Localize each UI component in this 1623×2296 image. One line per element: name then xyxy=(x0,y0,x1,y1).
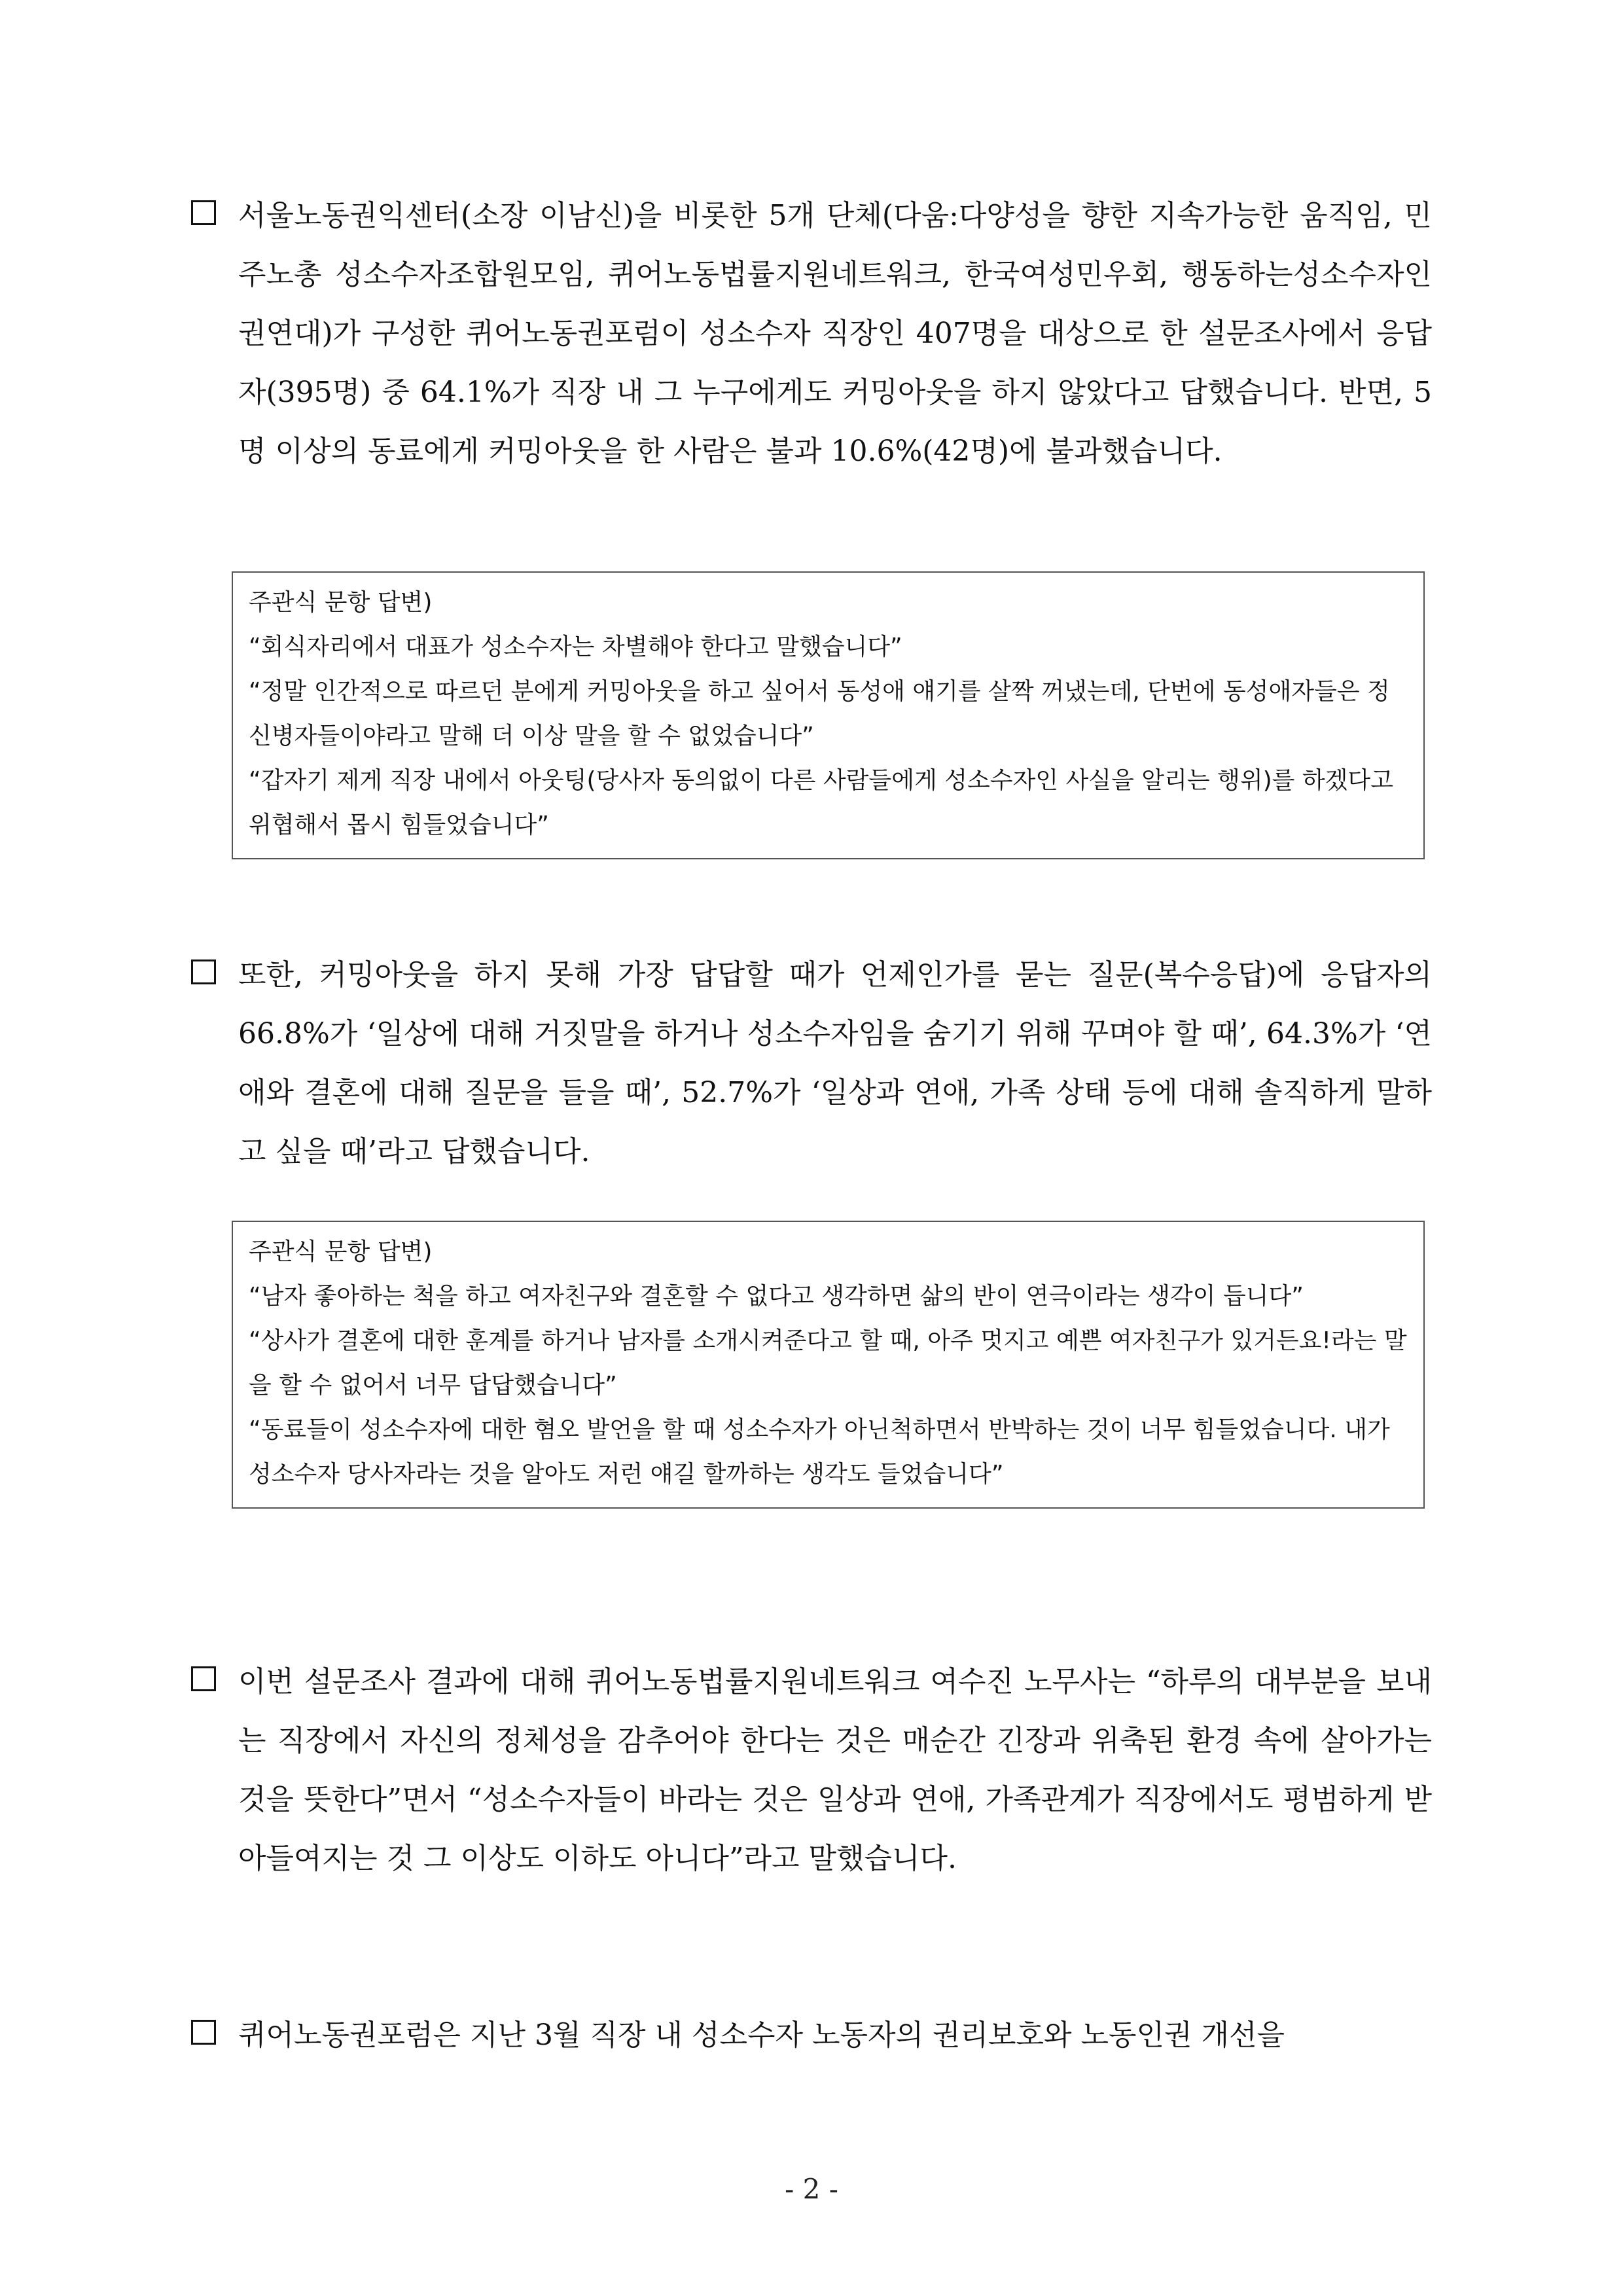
paragraph-text: 서울노동권익센터(소장 이남신)을 비롯한 5개 단체(다움:다양성을 향한 지속가능한 움직임, 민주노총 성소수자조합원모임, 퀴어노동법률지원네트워크, 한국여성민우회, 행동하는성소수자인권연대)가 구성한 퀴어노동권포럼이 성소수자 직장인 407명을 대상으로 한 설문조사에서 응답자(395명) 중 64.1%가 직장 내 그 누구에게도 커밍아웃을 하지 않았다고 답했습니다. 반면, 5명 이상의 동료에게 커밍아웃을 한 사람은 불과 10.6%(42명)에 불과했습니다. xyxy=(238,199,1433,468)
paragraph-2 xyxy=(194,946,1432,1181)
paragraph-text: 퀴어노동권포럼은 지난 3월 직장 내 성소수자 노동자의 권리보호와 노동인권 개선을 xyxy=(238,2018,1285,2052)
paragraph-3 xyxy=(194,1653,1432,1888)
quote-line: “상사가 결혼에 대한 훈계를 하거나 남자를 소개시켜준다고 할 때, 아주 멋지고 예쁜 여자친구가 있거든요!라는 말을 할 수 없어서 너무 답답했습니다” xyxy=(249,1327,1407,1399)
page-number: - 2 - xyxy=(785,2173,838,2205)
quote-line: “회식자리에서 대표가 성소수자는 차별해야 한다고 말했습니다” xyxy=(249,634,902,660)
paragraph-text: 또한, 커밍아웃을 하지 못해 가장 답답할 때가 언제인가를 묻는 질문(복수응답)에 응답자의 66.8%가 ‘일상에 대해 거짓말을 하거나 성소수자임을 숨기기 위해 꾸며야 할 때’, 64.3%가 ‘연애와 결혼에 대해 질문을 들을 때’, 52.7%가 ‘일상과 연애, 가족 상태 등에 대해 솔직하게 말하고 싶을 때’라고 답했습니다. xyxy=(238,958,1432,1168)
checkbox-bullet-icon xyxy=(191,960,216,984)
checkbox-bullet-icon xyxy=(191,2020,216,2045)
paragraph-text: 이번 설문조사 결과에 대해 퀴어노동법률지원네트워크 여수진 노무사는 “하루의 대부분을 보내는 직장에서 자신의 정체성을 감추어야 한다는 것은 매순간 긴장과 위축된 환경 속에 살아가는 것을 뜻한다”면서 “성소수자들이 바라는 것은 일상과 연애, 가족관계가 직장에서도 평범하게 받아들여지는 것 그 이상도 이하도 아니다”라고 말했습니다. xyxy=(238,1665,1432,1875)
quote-line: “동료들이 성소수자에 대한 혐오 발언을 할 때 성소수자가 아닌척하면서 반박하는 것이 너무 힘들었습니다. 내가 성소수자 당사자라는 것을 알아도 저런 얘길 할까하는 생각도 들었습니다” xyxy=(249,1416,1390,1488)
quote-box-title: 주관식 문항 답변) xyxy=(249,1238,433,1265)
checkbox-bullet-icon xyxy=(191,1666,216,1691)
quote-line: “갑자기 제게 직장 내에서 아웃팅(당사자 동의없이 다른 사람들에게 성소수자인 사실을 알리는 행위)를 하겠다고 위협해서 몹시 힘들었습니다” xyxy=(249,767,1393,838)
quote-box-2 xyxy=(232,1221,1425,1509)
paragraph-4 xyxy=(194,2006,1432,2065)
quote-line: “정말 인간적으로 따르던 분에게 커밍아웃을 하고 싶어서 동성애 얘기를 살짝 꺼냈는데, 단번에 동성애자들은 정신병자들이야라고 말해 더 이상 말을 할 수 없었습니다” xyxy=(249,678,1390,749)
quote-box-title: 주관식 문항 답변) xyxy=(249,589,433,616)
paragraph-1 xyxy=(194,187,1432,481)
quote-line: “남자 좋아하는 척을 하고 여자친구와 결혼할 수 없다고 생각하면 삶의 반이 연극이라는 생각이 듭니다” xyxy=(249,1283,1304,1310)
checkbox-bullet-icon xyxy=(191,200,216,225)
quote-box-1 xyxy=(232,571,1425,859)
